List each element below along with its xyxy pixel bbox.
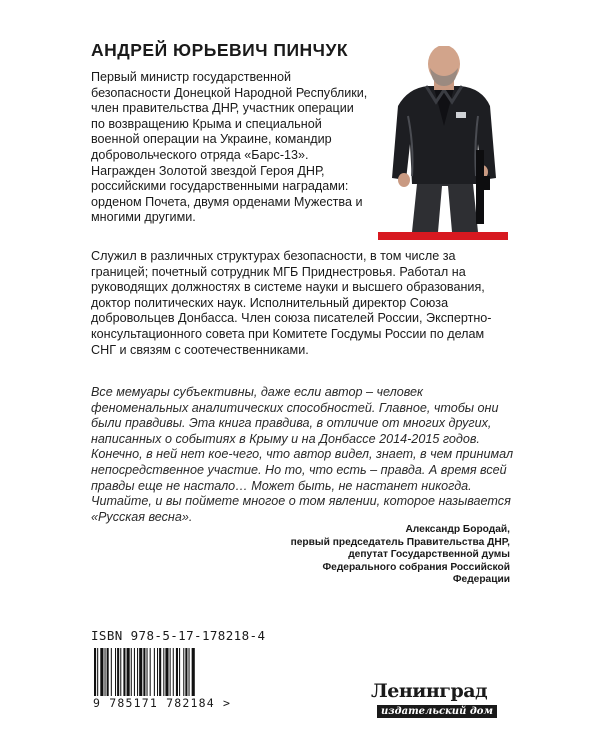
bio-paragraph-1: Первый министр государственной безопасности Донецкой Народной Республики, член правительства ДНР, участник операции по возвращению Крыма и специальной военной операции на Украине, командир добровольческого отряда «Барс-13». Награжден Золотой звездой Героя ДНР, российскими государственными наградами: орденом Почета, двумя орденами Мужества и многими другими. [91,70,368,225]
publisher-name: Ленинград [371,680,488,702]
bio-paragraph-2: Служил в различных структурах безопасности, в том числе за границей; почетный сотрудник МГБ Приднестровья. Работал на руководящих должностях в системе науки и высшего образования, доктор политических наук. Исполнительный директор Союза добровольцев Донбасса. Член союза писателей России, Экспертно-консультационного совета при Комитете Госдумы России по делам СНГ и связям с соотечественниками. [91,249,492,357]
barcode-digits: 9 785171 782184 > [93,696,232,710]
author-name: АНДРЕЙ ЮРЬЕВИЧ ПИНЧУК [91,40,349,60]
review-quote: Все мемуары субъективны, даже если автор – человек феноменальных аналитических способностей. Главное, чтобы они были правдивы. Эта книга правдива, в отличие от многих других, написанных о событиях в Крыму и на Донбассе 2014-2015 годов. Конечно, в ней нет кое-чего, что автор видел, знает, в чем принимал непосредственное участие. Но то, что есть – правда. А время всей правды еще не настало… Может быть, не настанет никогда. Читайте, и вы поймете многое о том явлении, которое называется «Русская весна». [91,385,514,524]
attribution-line-3: Федерального собрания Российской [322,561,510,573]
isbn-number: ISBN 978-5-17-178218-4 [91,628,266,643]
quote-attribution [210,524,510,587]
author-photo [378,46,510,234]
publisher-subtitle: издательский дом [377,705,497,718]
attribution-line-1: первый председатель Правительства ДНР, [290,536,510,548]
attribution-name: Александр Бородай, [405,524,510,535]
publisher-logo [371,681,501,719]
red-accent-bar [378,232,508,240]
attribution-line-4: Федерации [452,574,510,586]
attribution-line-2: депутат Государственной думы [348,549,510,561]
